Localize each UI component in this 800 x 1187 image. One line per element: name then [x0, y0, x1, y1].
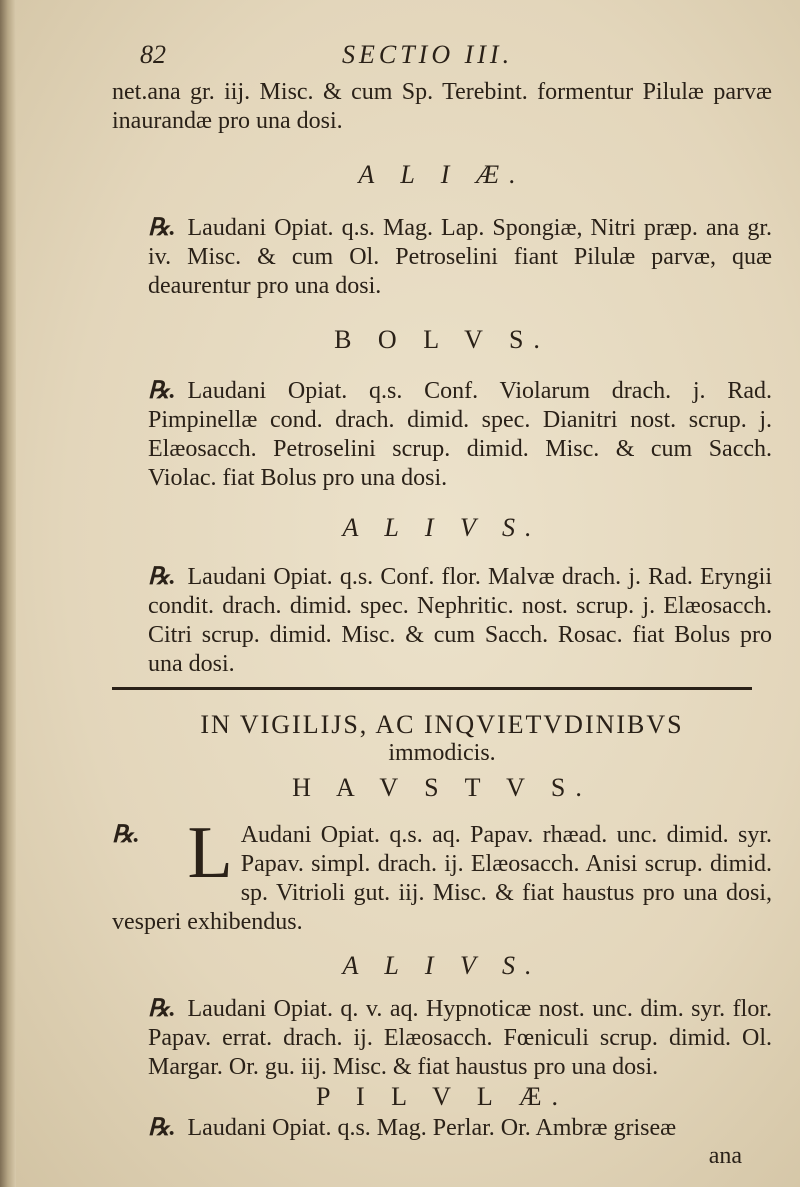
- recipe-symbol: ℞.: [112, 822, 140, 848]
- heading-alius-1: A L I V S.: [342, 513, 542, 542]
- paragraph-2: [112, 214, 772, 301]
- paragraph-1: net.ana gr. iij. Misc. & cum Sp. Terebint. formentur Pilulæ parvæ inaurandæ pro una dosi.: [112, 79, 772, 134]
- paragraph-4-text: Laudani Opiat. q.s. Conf. flor. Malvæ drach. j. Rad. Eryngii condit. drach. dimid. spec. Nephritic. nost. scrup. j. Elæosacch. Citri scrup. dimid. Misc. & cum Sacch. Rosac. fiat Bolus pro una dosi.: [148, 564, 772, 677]
- drop-capital: L: [187, 812, 233, 894]
- recipe-symbol: ℞.: [148, 378, 176, 404]
- section-divider: [112, 687, 752, 690]
- page-number: 82: [140, 40, 166, 69]
- paragraph-2-text: Laudani Opiat. q.s. Mag. Lap. Spongiæ, Nitri præp. ana gr. iv. Misc. & cum Ol. Petroselini fiant Pilulæ parvæ, quæ deaurentur pro una dosi.: [148, 215, 772, 299]
- heading-aliae: A L I Æ.: [358, 160, 526, 189]
- running-header: [112, 40, 772, 78]
- chapter-subtitle: immodicis.: [388, 740, 496, 766]
- page-content: [112, 40, 772, 1170]
- section-title: SECTIO III.: [342, 40, 514, 69]
- recipe-symbol: ℞.: [148, 996, 176, 1022]
- paragraph-7: [112, 1114, 772, 1143]
- paragraph-6: [112, 995, 772, 1082]
- catchword: ana: [708, 1143, 742, 1169]
- paragraph-3-text: Laudani Opiat. q.s. Conf. Violarum drach. j. Rad. Pimpinellæ cond. drach. dimid. spec. Dianitri nost. scrup. j. Elæosacch. Petroselini scrup. dimid. Misc. & cum Sacch. Violac. fiat Bolus pro una dosi.: [148, 378, 772, 491]
- recipe-symbol: ℞.: [148, 1115, 176, 1141]
- chapter-title: IN VIGILIJS, AC INQVIETVDINIBVS: [200, 710, 684, 739]
- paragraph-5: [112, 812, 772, 937]
- paragraph-6-text: Laudani Opiat. q. v. aq. Hypnoticæ nost. unc. dim. syr. flor. Papav. errat. drach. ij. Elæosacch. Fœniculi scrup. dimid. Ol. Margar. Or. gu. iij. Misc. & fiat haustus pro una dosi.: [148, 996, 772, 1080]
- heading-bolus: B O L V S.: [334, 325, 550, 354]
- heading-pilulae: P I L V L Æ.: [316, 1082, 568, 1111]
- page-gutter: [0, 0, 16, 1187]
- paragraph-5-text: Audani Opiat. q.s. aq. Papav. rhæad. unc. dimid. syr. Papav. simpl. drach. ij. Elæosacch. Anisi scrup. dimid. sp. Vitrioli gut. iij. Misc. & fiat haustus pro una dosi, vesperi exhibendus.: [112, 822, 772, 935]
- paragraph-3: [112, 377, 772, 493]
- heading-alius-2: A L I V S.: [342, 951, 542, 980]
- paragraph-4: [112, 563, 772, 679]
- paragraph-7-text: Laudani Opiat. q.s. Mag. Perlar. Or. Ambræ griseæ: [187, 1115, 677, 1141]
- recipe-symbol: ℞.: [148, 564, 176, 590]
- heading-haustus: H A V S T V S.: [292, 773, 592, 802]
- recipe-symbol: ℞.: [148, 215, 176, 241]
